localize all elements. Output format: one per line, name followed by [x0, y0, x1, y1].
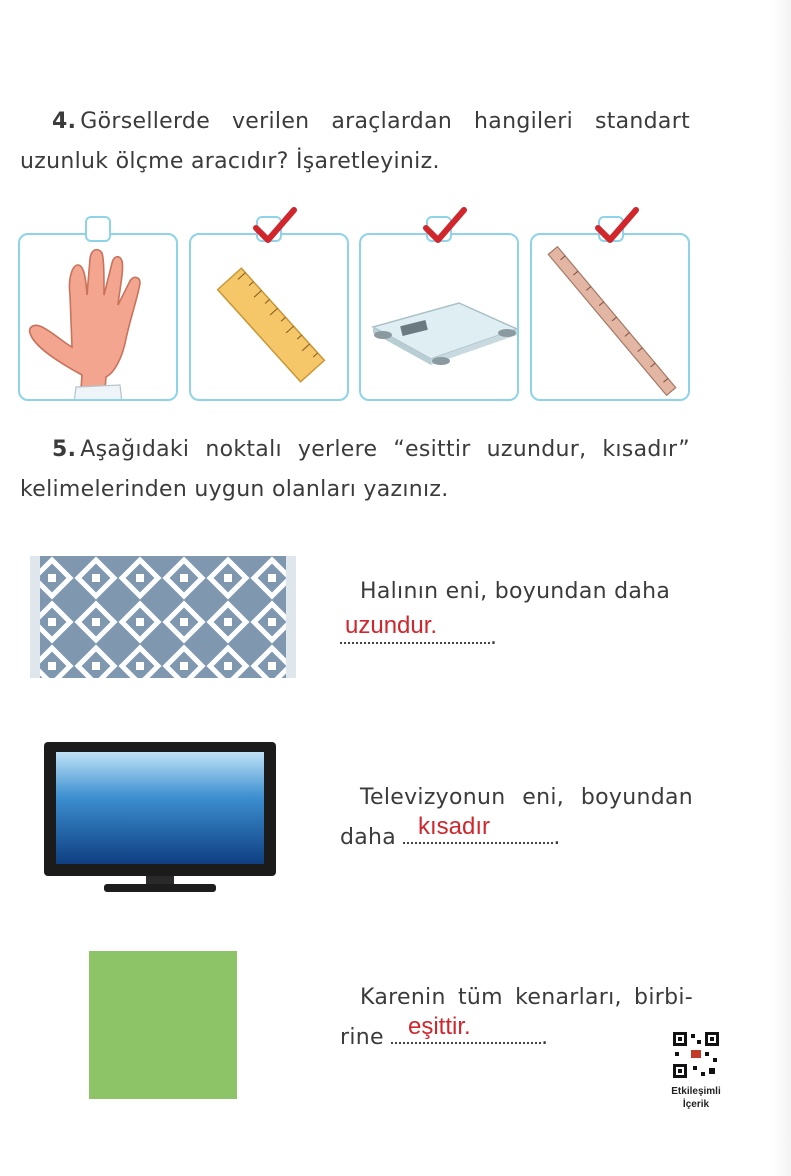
rug-answer: uzundur.	[345, 612, 438, 639]
question-4-line-1-text: Görsellerde verilen araçlardan hangileri standart	[80, 109, 690, 134]
qr-caption-line-2: İçerik	[682, 1099, 710, 1110]
check-ruler-icon	[252, 206, 298, 246]
tv-sentence-line-1-text: Televizyonun eni, boyundan	[360, 785, 693, 810]
question-5-line-2: kelimelerinden uygun olanları yazınız.	[20, 477, 449, 502]
question-5-number: 5.	[52, 437, 77, 462]
card-ruler[interactable]	[189, 233, 349, 401]
scale-image	[361, 235, 519, 401]
tv-sentence-line-1	[360, 778, 693, 818]
square-sentence-line-1	[360, 978, 693, 1018]
question-4-line-1	[20, 102, 690, 142]
check-long-ruler-icon	[594, 206, 640, 246]
card-long-ruler[interactable]	[530, 233, 690, 401]
check-scale-icon	[422, 206, 468, 246]
checkbox-hand[interactable]	[85, 216, 111, 242]
question-4-text	[20, 102, 690, 182]
card-scale[interactable]	[359, 233, 519, 401]
rug-sentence-end: .	[490, 625, 498, 650]
tv-sentence-end: .	[553, 825, 561, 850]
qr-code-icon[interactable]	[671, 1030, 721, 1080]
tv-sentence-prefix: daha	[340, 825, 397, 850]
square-sentence-prefix: rine	[340, 1025, 384, 1050]
square-sentence-end: .	[541, 1025, 549, 1050]
square-sentence-line-1-text: Karenin tüm kenarları, birbi-	[360, 985, 693, 1010]
qr-caption-line-1: Etkileşimli	[671, 1086, 721, 1097]
ruler-image	[191, 235, 349, 401]
qr-caption	[660, 1085, 732, 1111]
page-edge	[771, 0, 791, 1176]
rug-image	[30, 556, 296, 678]
question-4-line-2: uzunluk ölçme aracıdır? İşaretleyiniz.	[20, 149, 440, 174]
tv-answer: kısadır	[418, 813, 491, 840]
rug-sentence-line-1: Halının eni, boyundan daha	[360, 579, 671, 604]
long-ruler-image	[532, 235, 690, 401]
green-square-image	[89, 951, 237, 1099]
question-4-number: 4.	[52, 109, 77, 134]
square-answer: eşittir.	[408, 1013, 471, 1040]
hand-image	[20, 235, 178, 401]
television-image	[44, 742, 276, 898]
question-5-line-1-text: Aşağıdaki noktalı yerlere “esittir uzundur, kısadır”	[80, 437, 690, 462]
card-hand[interactable]	[18, 233, 178, 401]
question-5-text	[20, 430, 690, 510]
question-5-line-1	[20, 430, 690, 470]
